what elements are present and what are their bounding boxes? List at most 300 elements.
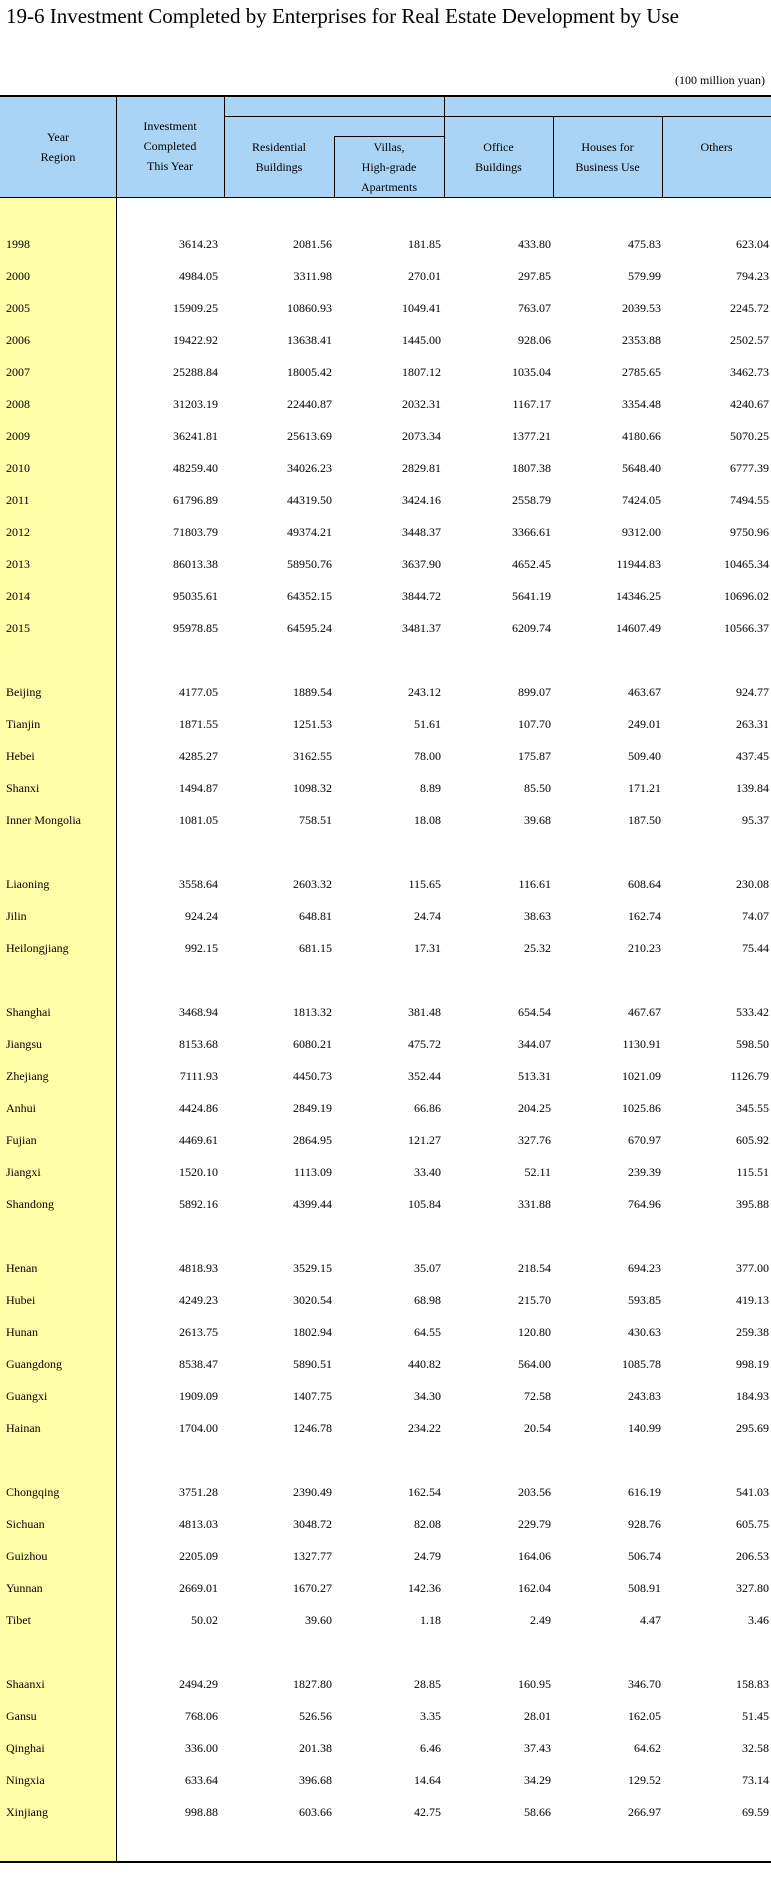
table-cell: 7424.05 — [622, 493, 661, 507]
table-cell: 3424.16 — [402, 493, 441, 507]
header-line — [224, 116, 771, 117]
table-cell: 2032.31 — [402, 397, 441, 411]
header-office-line1: Office — [483, 140, 514, 154]
table-cell: 3.35 — [420, 1709, 441, 1723]
table-cell: 475.83 — [628, 237, 661, 251]
table-cell: 243.12 — [408, 685, 441, 699]
table-cell: 603.66 — [299, 1805, 332, 1819]
table-cell: 430.63 — [628, 1325, 661, 1339]
header-bottom-line — [0, 197, 771, 198]
row-label: Hubei — [6, 1293, 36, 1307]
table-cell: 184.93 — [736, 1389, 769, 1403]
table-cell: 654.54 — [518, 1005, 551, 1019]
table-cell: 1085.78 — [622, 1357, 661, 1371]
header-stub-line1: Year — [46, 130, 70, 144]
table-cell: 1098.32 — [293, 781, 332, 795]
table-cell: 266.97 — [628, 1805, 661, 1819]
table-cell: 3558.64 — [179, 877, 218, 891]
header-residential — [224, 137, 334, 177]
table-cell: 1807.12 — [402, 365, 441, 379]
header-total-line3: This Year — [146, 159, 193, 173]
table-cell: 1889.54 — [293, 685, 332, 699]
table-cell: 61796.89 — [173, 493, 218, 507]
table-cell: 899.07 — [518, 685, 551, 699]
table-cell: 2829.81 — [402, 461, 441, 475]
table-cell: 218.54 — [518, 1261, 551, 1275]
table-cell: 115.65 — [408, 877, 441, 891]
table-cell: 4249.23 — [179, 1293, 218, 1307]
table-cell: 162.54 — [408, 1485, 441, 1499]
row-label: Heilongjiang — [6, 941, 69, 955]
table-cell: 3481.37 — [402, 621, 441, 635]
table-cell: 73.14 — [742, 1773, 769, 1787]
table-row — [0, 516, 771, 548]
table-cell: 121.27 — [408, 1133, 441, 1147]
table-cell: 377.00 — [736, 1261, 769, 1275]
row-label: Shanxi — [6, 781, 40, 795]
table-cell: 95035.61 — [173, 589, 218, 603]
table-cell: 142.36 — [408, 1581, 441, 1595]
table-cell: 203.56 — [518, 1485, 551, 1499]
table-row — [0, 324, 771, 356]
table-cell: 506.74 — [628, 1549, 661, 1563]
row-label: Chongqing — [6, 1485, 60, 1499]
table-cell: 924.77 — [736, 685, 769, 699]
table-cell: 17.31 — [414, 941, 441, 955]
table-cell: 14607.49 — [616, 621, 661, 635]
table-cell: 215.70 — [518, 1293, 551, 1307]
table-row — [0, 580, 771, 612]
table-cell: 25.32 — [524, 941, 551, 955]
table-cell: 95978.85 — [173, 621, 218, 635]
table-cell: 433.80 — [518, 237, 551, 251]
table-cell: 181.85 — [408, 237, 441, 251]
table-cell: 68.98 — [414, 1293, 441, 1307]
table-cell: 633.64 — [185, 1773, 218, 1787]
row-label: Hainan — [6, 1421, 41, 1435]
header-villas — [334, 137, 444, 197]
table-cell: 105.84 — [408, 1197, 441, 1211]
table-cell: 992.15 — [185, 941, 218, 955]
table-cell: 78.00 — [414, 749, 441, 763]
header-residential-line2: Buildings — [255, 160, 303, 174]
header-office-line2: Buildings — [475, 160, 522, 174]
header-office — [444, 137, 553, 177]
table-cell: 49374.21 — [287, 525, 332, 539]
bottom-rule — [0, 1861, 771, 1863]
header-total — [116, 116, 224, 176]
table-cell: 1035.04 — [512, 365, 551, 379]
table-cell: 1407.75 — [293, 1389, 332, 1403]
table-row — [0, 1732, 771, 1764]
table-row — [0, 1284, 771, 1316]
table-cell: 564.00 — [518, 1357, 551, 1371]
row-label: 2015 — [6, 621, 30, 635]
table-cell: 48259.40 — [173, 461, 218, 475]
table-cell: 162.05 — [628, 1709, 661, 1723]
table-cell: 38.63 — [524, 909, 551, 923]
header-residential-line1: Residential — [252, 140, 306, 154]
table-cell: 28.85 — [414, 1677, 441, 1691]
table-cell: 3468.94 — [179, 1005, 218, 1019]
row-label: Ningxia — [6, 1773, 45, 1787]
table-cell: 164.06 — [518, 1549, 551, 1563]
table-cell: 18005.42 — [287, 365, 332, 379]
table-cell: 395.88 — [736, 1197, 769, 1211]
table-cell: 605.75 — [736, 1517, 769, 1531]
row-label: Tibet — [6, 1613, 31, 1627]
row-label: Guizhou — [6, 1549, 48, 1563]
table-row — [0, 1028, 771, 1060]
table-cell: 116.61 — [518, 877, 551, 891]
table-cell: 13638.41 — [287, 333, 332, 347]
table-cell: 2390.49 — [293, 1485, 332, 1499]
table-cell: 526.56 — [299, 1709, 332, 1723]
table-cell: 206.53 — [736, 1549, 769, 1563]
table-cell: 39.68 — [524, 813, 551, 827]
table-cell: 681.15 — [299, 941, 332, 955]
table-cell: 11944.83 — [616, 557, 661, 571]
table-row — [0, 1124, 771, 1156]
row-label: Shandong — [6, 1197, 54, 1211]
table-cell: 295.69 — [736, 1421, 769, 1435]
table-cell: 4177.05 — [179, 685, 218, 699]
table-cell: 86013.38 — [173, 557, 218, 571]
table-row — [0, 676, 771, 708]
table-cell: 210.23 — [628, 941, 661, 955]
table-cell: 924.24 — [185, 909, 218, 923]
table-cell: 25613.69 — [287, 429, 332, 443]
table-cell: 3844.72 — [402, 589, 441, 603]
table-cell: 331.88 — [518, 1197, 551, 1211]
table-cell: 2081.56 — [293, 237, 332, 251]
table-cell: 34.30 — [414, 1389, 441, 1403]
row-label: Hebei — [6, 749, 35, 763]
header-stub-line2: Region — [40, 150, 76, 164]
row-label: Sichuan — [6, 1517, 45, 1531]
table-cell: 768.06 — [185, 1709, 218, 1723]
table-row — [0, 772, 771, 804]
table-cell: 74.07 — [742, 909, 769, 923]
table-row — [0, 1188, 771, 1220]
table-cell: 928.06 — [518, 333, 551, 347]
table-row — [0, 1508, 771, 1540]
table-cell: 3448.37 — [402, 525, 441, 539]
table-row — [0, 356, 771, 388]
page-title: 19-6 Investment Completed by Enterprises for Real Estate Development by Use — [6, 4, 679, 28]
table-cell: 648.81 — [299, 909, 332, 923]
table-row — [0, 1252, 771, 1284]
table-row — [0, 1540, 771, 1572]
table-row — [0, 612, 771, 644]
table-cell: 513.31 — [518, 1069, 551, 1083]
table-cell: 4240.67 — [730, 397, 769, 411]
header-villas-line1: Villas, — [373, 140, 405, 154]
table-cell: 1494.87 — [179, 781, 218, 795]
row-label: 2006 — [6, 333, 30, 347]
table-cell: 139.84 — [736, 781, 769, 795]
table-row — [0, 1316, 771, 1348]
table-cell: 8538.47 — [179, 1357, 218, 1371]
table-cell: 160.95 — [518, 1677, 551, 1691]
table-cell: 1081.05 — [179, 813, 218, 827]
table-cell: 4818.93 — [179, 1261, 218, 1275]
row-label: Henan — [6, 1261, 38, 1275]
table-row — [0, 900, 771, 932]
table-row — [0, 228, 771, 260]
row-label: 2010 — [6, 461, 30, 475]
row-label: Hunan — [6, 1325, 38, 1339]
table-cell: 44319.50 — [287, 493, 332, 507]
header-stub — [0, 127, 116, 167]
table-cell: 263.31 — [736, 717, 769, 731]
table-cell: 204.25 — [518, 1101, 551, 1115]
table-cell: 764.96 — [628, 1197, 661, 1211]
table-cell: 2864.95 — [293, 1133, 332, 1147]
table-cell: 694.23 — [628, 1261, 661, 1275]
table-cell: 34026.23 — [287, 461, 332, 475]
table-cell: 3020.54 — [293, 1293, 332, 1307]
table-cell: 440.82 — [408, 1357, 441, 1371]
header-villas-line3: Apartments — [361, 180, 417, 194]
table-cell: 2603.32 — [293, 877, 332, 891]
table-cell: 72.58 — [524, 1389, 551, 1403]
table-cell: 64.62 — [634, 1741, 661, 1755]
table-cell: 230.08 — [736, 877, 769, 891]
table-row — [0, 484, 771, 516]
table-cell: 19422.92 — [173, 333, 218, 347]
table-cell: 9750.96 — [730, 525, 769, 539]
table-cell: 4424.86 — [179, 1101, 218, 1115]
table-cell: 5070.25 — [730, 429, 769, 443]
header-total-line1: Investment — [143, 119, 197, 133]
table-cell: 352.44 — [408, 1069, 441, 1083]
table-cell: 18.08 — [414, 813, 441, 827]
table-cell: 541.03 — [736, 1485, 769, 1499]
row-label: Gansu — [6, 1709, 37, 1723]
table-cell: 10566.37 — [724, 621, 769, 635]
table-cell: 3354.48 — [622, 397, 661, 411]
table-cell: 3637.90 — [402, 557, 441, 571]
table-row — [0, 1764, 771, 1796]
table-cell: 1.18 — [420, 1613, 441, 1627]
row-label: 2012 — [6, 525, 30, 539]
table-cell: 234.22 — [408, 1421, 441, 1435]
table-cell: 2245.72 — [730, 301, 769, 315]
table-cell: 475.72 — [408, 1037, 441, 1051]
table-cell: 10696.02 — [724, 589, 769, 603]
table-cell: 2558.79 — [512, 493, 551, 507]
table-cell: 4.47 — [640, 1613, 661, 1627]
table-cell: 66.86 — [414, 1101, 441, 1115]
table-cell: 2502.57 — [730, 333, 769, 347]
row-label: Qinghai — [6, 1741, 45, 1755]
table-cell: 162.74 — [628, 909, 661, 923]
table-cell: 5892.16 — [179, 1197, 218, 1211]
table-cell: 115.51 — [736, 1165, 769, 1179]
table-row — [0, 1700, 771, 1732]
table-cell: 6209.74 — [512, 621, 551, 635]
table-cell: 467.67 — [628, 1005, 661, 1019]
table-row — [0, 1412, 771, 1444]
table-cell: 327.80 — [736, 1581, 769, 1595]
table-row — [0, 708, 771, 740]
table-cell: 2494.29 — [179, 1677, 218, 1691]
row-label: 2009 — [6, 429, 30, 443]
table-cell: 1251.53 — [293, 717, 332, 731]
table-cell: 107.70 — [518, 717, 551, 731]
table-cell: 2073.34 — [402, 429, 441, 443]
row-label: Xinjiang — [6, 1805, 48, 1819]
table-cell: 31203.19 — [173, 397, 218, 411]
table-cell: 34.29 — [524, 1773, 551, 1787]
row-label: Jiangsu — [6, 1037, 42, 1051]
table-row — [0, 420, 771, 452]
table-cell: 346.70 — [628, 1677, 661, 1691]
table-cell: 297.85 — [518, 269, 551, 283]
table-cell: 4285.27 — [179, 749, 218, 763]
table-cell: 4984.05 — [179, 269, 218, 283]
table-cell: 7494.55 — [730, 493, 769, 507]
table-cell: 64352.15 — [287, 589, 332, 603]
table-cell: 6080.21 — [293, 1037, 332, 1051]
table-row — [0, 292, 771, 324]
table-cell: 2785.65 — [622, 365, 661, 379]
row-label: Beijing — [6, 685, 42, 699]
table-cell: 162.04 — [518, 1581, 551, 1595]
table-cell: 22440.87 — [287, 397, 332, 411]
table-row — [0, 1668, 771, 1700]
table-cell: 175.87 — [518, 749, 551, 763]
table-cell: 1246.78 — [293, 1421, 332, 1435]
table-cell: 344.07 — [518, 1037, 551, 1051]
table-cell: 9312.00 — [622, 525, 661, 539]
table-cell: 3.46 — [748, 1613, 769, 1627]
table-row — [0, 868, 771, 900]
table-row — [0, 932, 771, 964]
table-row — [0, 1060, 771, 1092]
table-cell: 1704.00 — [179, 1421, 218, 1435]
table-cell: 24.79 — [414, 1549, 441, 1563]
table-cell: 6777.39 — [730, 461, 769, 475]
row-label: Jilin — [6, 909, 27, 923]
table-cell: 670.97 — [628, 1133, 661, 1147]
table-cell: 3529.15 — [293, 1261, 332, 1275]
table-cell: 508.91 — [628, 1581, 661, 1595]
header-business-line1: Houses for — [581, 140, 634, 154]
table-cell: 187.50 — [628, 813, 661, 827]
table-cell: 608.64 — [628, 877, 661, 891]
table-cell: 1021.09 — [622, 1069, 661, 1083]
table-cell: 75.44 — [742, 941, 769, 955]
table-cell: 3751.28 — [179, 1485, 218, 1499]
table-cell: 259.38 — [736, 1325, 769, 1339]
table-cell: 533.42 — [736, 1005, 769, 1019]
table-cell: 158.83 — [736, 1677, 769, 1691]
table-cell: 396.68 — [299, 1773, 332, 1787]
row-label: Liaoning — [6, 877, 50, 891]
table-cell: 10860.93 — [287, 301, 332, 315]
row-label: Guangxi — [6, 1389, 48, 1403]
table-cell: 2.49 — [530, 1613, 551, 1627]
table-cell: 3614.23 — [179, 237, 218, 251]
table-cell: 32.58 — [742, 1741, 769, 1755]
table-row — [0, 1572, 771, 1604]
table-cell: 1802.94 — [293, 1325, 332, 1339]
row-label: 2013 — [6, 557, 30, 571]
row-label: 2000 — [6, 269, 30, 283]
table-cell: 52.11 — [524, 1165, 551, 1179]
table-cell: 37.43 — [524, 1741, 551, 1755]
table-row — [0, 260, 771, 292]
table-cell: 3162.55 — [293, 749, 332, 763]
table-cell: 1520.10 — [179, 1165, 218, 1179]
table-cell: 1126.79 — [730, 1069, 769, 1083]
table-cell: 8.89 — [420, 781, 441, 795]
header-others — [662, 137, 771, 157]
table-row — [0, 548, 771, 580]
table-cell: 3048.72 — [293, 1517, 332, 1531]
table-cell: 4469.61 — [179, 1133, 218, 1147]
table-cell: 14346.25 — [616, 589, 661, 603]
table-cell: 1130.91 — [622, 1037, 661, 1051]
table-cell: 6.46 — [420, 1741, 441, 1755]
table-cell: 51.45 — [742, 1709, 769, 1723]
table-cell: 2353.88 — [622, 333, 661, 347]
table-cell: 64595.24 — [287, 621, 332, 635]
table-cell: 419.13 — [736, 1293, 769, 1307]
row-label: 2011 — [6, 493, 30, 507]
header-total-line2: Completed — [143, 139, 197, 153]
table-row — [0, 452, 771, 484]
table-cell: 579.99 — [628, 269, 661, 283]
table-cell: 5890.51 — [293, 1357, 332, 1371]
table-cell: 35.07 — [414, 1261, 441, 1275]
table-cell: 24.74 — [414, 909, 441, 923]
table-row — [0, 1380, 771, 1412]
table-cell: 509.40 — [628, 749, 661, 763]
table-row — [0, 1348, 771, 1380]
table-cell: 598.50 — [736, 1037, 769, 1051]
table-cell: 64.55 — [414, 1325, 441, 1339]
table-row — [0, 1156, 771, 1188]
table-cell: 58950.76 — [287, 557, 332, 571]
table-row — [0, 1476, 771, 1508]
table-cell: 1049.41 — [402, 301, 441, 315]
table-cell: 85.50 — [524, 781, 551, 795]
row-label: 2014 — [6, 589, 30, 603]
table-cell: 25288.84 — [173, 365, 218, 379]
table-cell: 42.75 — [414, 1805, 441, 1819]
table-cell: 1670.27 — [293, 1581, 332, 1595]
table-cell: 1445.00 — [402, 333, 441, 347]
table-row — [0, 996, 771, 1028]
row-label: 2007 — [6, 365, 30, 379]
table-row — [0, 388, 771, 420]
table-cell: 120.80 — [518, 1325, 551, 1339]
table-cell: 1909.09 — [179, 1389, 218, 1403]
table-cell: 4813.03 — [179, 1517, 218, 1531]
table-cell: 616.19 — [628, 1485, 661, 1499]
table-cell: 2205.09 — [179, 1549, 218, 1563]
table-row — [0, 1796, 771, 1828]
table-cell: 1377.21 — [512, 429, 551, 443]
table-cell: 4652.45 — [512, 557, 551, 571]
table-cell: 28.01 — [524, 1709, 551, 1723]
table-cell: 50.02 — [191, 1613, 218, 1627]
table-cell: 71803.79 — [173, 525, 218, 539]
table-cell: 345.55 — [736, 1101, 769, 1115]
